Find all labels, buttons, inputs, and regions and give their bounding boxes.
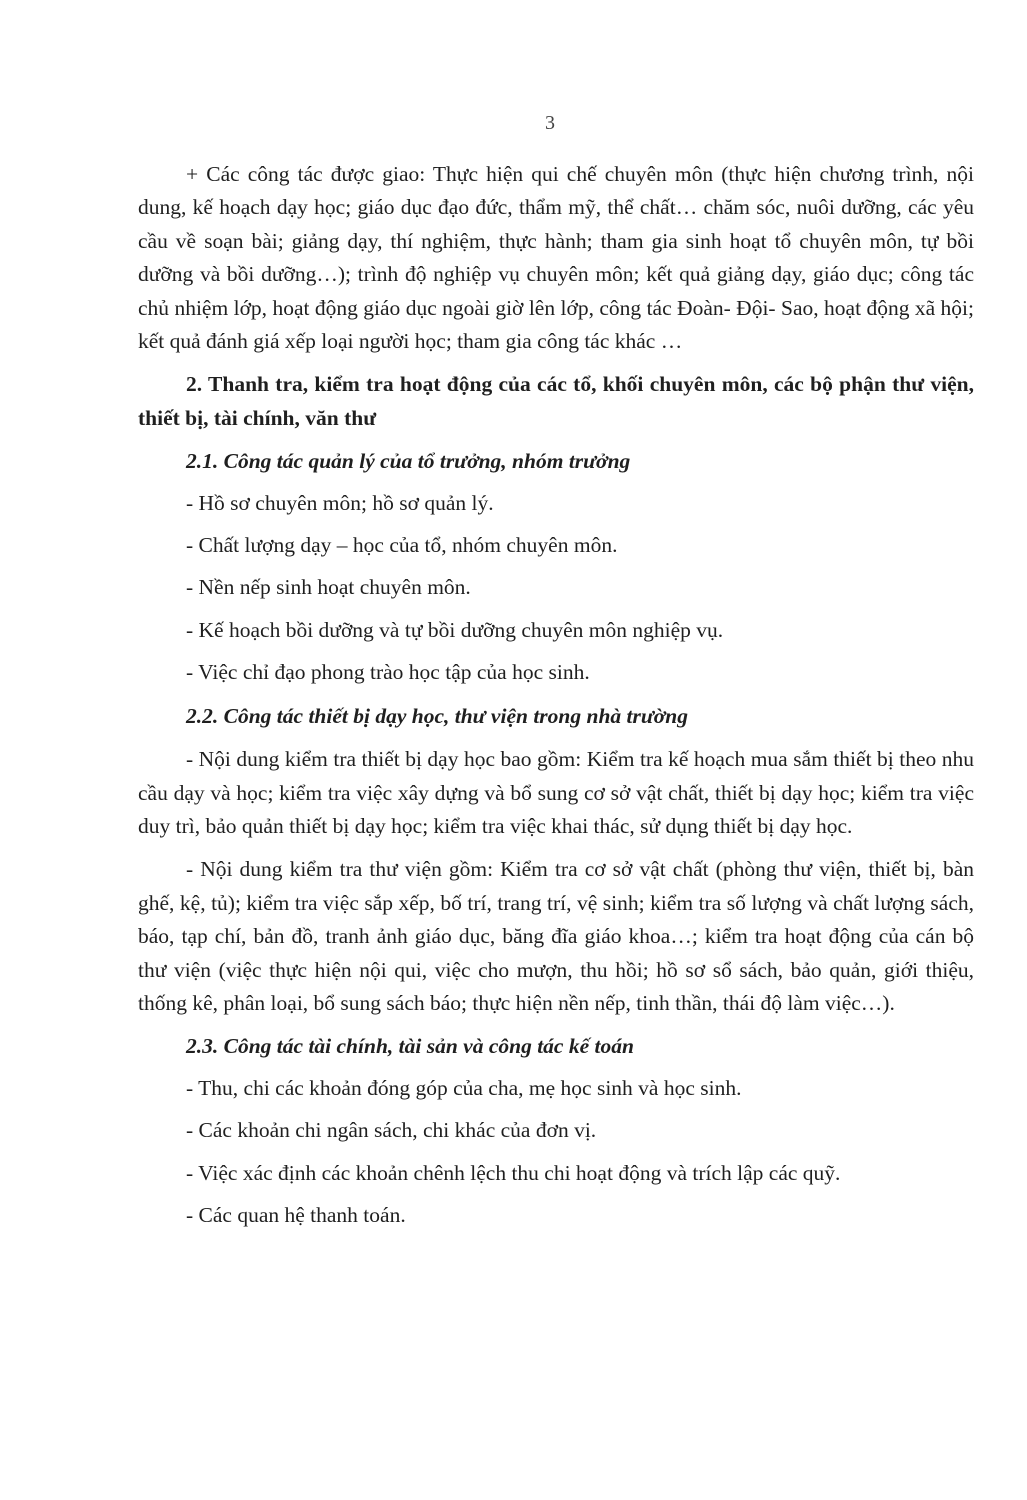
section-2-1-list xyxy=(138,487,974,690)
section-2-1-heading: 2.1. Công tác quản lý của tổ trưởng, nhóm trưởng xyxy=(186,449,631,474)
section-2-3-heading: 2.3. Công tác tài chính, tài sản và công tác kế toán xyxy=(186,1034,634,1059)
list-item: - Nền nếp sinh hoạt chuyên môn. xyxy=(186,575,471,600)
section-2-heading: 2. Thanh tra, kiểm tra hoạt động của các tổ, khối chuyên môn, các bộ phận thư viện, thiết bị, tài chính, văn thư xyxy=(138,372,974,430)
equipment-paragraph: - Nội dung kiểm tra thiết bị dạy học bao gồm: Kiểm tra kế hoạch mua sắm thiết bị theo nhu cầu dạy và học; kiểm tra việc xây dựng và bổ sung cơ sở vật chất, thiết bị dạy học; kiểm tra việc duy trì, bảo quản thiết bị dạy học; kiểm tra việc khai thác, sử dụng thiết bị dạy học. xyxy=(138,747,974,838)
section-2-3-list xyxy=(138,1072,974,1233)
document-body xyxy=(138,158,974,1232)
list-item: - Kế hoạch bồi dưỡng và tự bồi dưỡng chuyên môn nghiệp vụ. xyxy=(186,617,724,642)
page-number: 3 xyxy=(545,112,555,134)
list-item: - Việc xác định các khoản chênh lệch thu chi hoạt động và trích lập các quỹ. xyxy=(186,1160,841,1185)
list-item: - Các khoản chi ngân sách, chi khác của đơn vị. xyxy=(186,1118,597,1143)
list-item: - Thu, chi các khoản đóng góp của cha, mẹ học sinh và học sinh. xyxy=(186,1075,742,1100)
list-item: - Việc chỉ đạo phong trào học tập của học sinh. xyxy=(186,660,590,685)
list-item: - Chất lượng dạy – học của tổ, nhóm chuyên môn. xyxy=(186,533,618,558)
intro-paragraph: + Các công tác được giao: Thực hiện qui chế chuyên môn (thực hiện chương trình, nội dung, kế hoạch dạy học; giáo dục đạo đức, thẩm mỹ, thể chất… chăm sóc, nuôi dưỡng, các yêu cầu về soạn bài; giảng dạy, thí nghiệm, thực hành; tham gia sinh hoạt tổ chuyên môn, tự bồi dưỡng và bồi dưỡng…); trình độ nghiệp vụ chuyên môn; kết quả giảng dạy, giáo dục; công tác chủ nhiệm lớp, hoạt động giáo dục ngoài giờ lên lớp, công tác Đoàn- Đội- Sao, hoạt động xã hội; kết quả đánh giá xếp loại người học; tham gia công tác khác … xyxy=(138,162,974,354)
list-item: - Hồ sơ chuyên môn; hồ sơ quản lý. xyxy=(186,490,494,515)
section-2-2-heading: 2.2. Công tác thiết bị dạy học, thư viện trong nhà trường xyxy=(186,703,689,728)
list-item: - Các quan hệ thanh toán. xyxy=(186,1202,406,1227)
library-paragraph: - Nội dung kiểm tra thư viện gồm: Kiểm tra cơ sở vật chất (phòng thư viện, thiết bị, bàn ghế, kệ, tủ); kiểm tra việc sắp xếp, bố trí, trang trí, vệ sinh; kiểm tra số lượng và chất lượng sách, báo, tạp chí, bản đồ, tranh ảnh giáo dục, băng đĩa giáo khoa…; kiểm tra hoạt động của cán bộ thư viện (việc thực hiện nội qui, việc cho mượn, thu hồi; hồ sơ sổ sách, bảo quản, giới thiệu, thống kê, phân loại, bổ sung sách báo; thực hiện nền nếp, tinh thần, thái độ làm việc…). xyxy=(138,857,974,1015)
